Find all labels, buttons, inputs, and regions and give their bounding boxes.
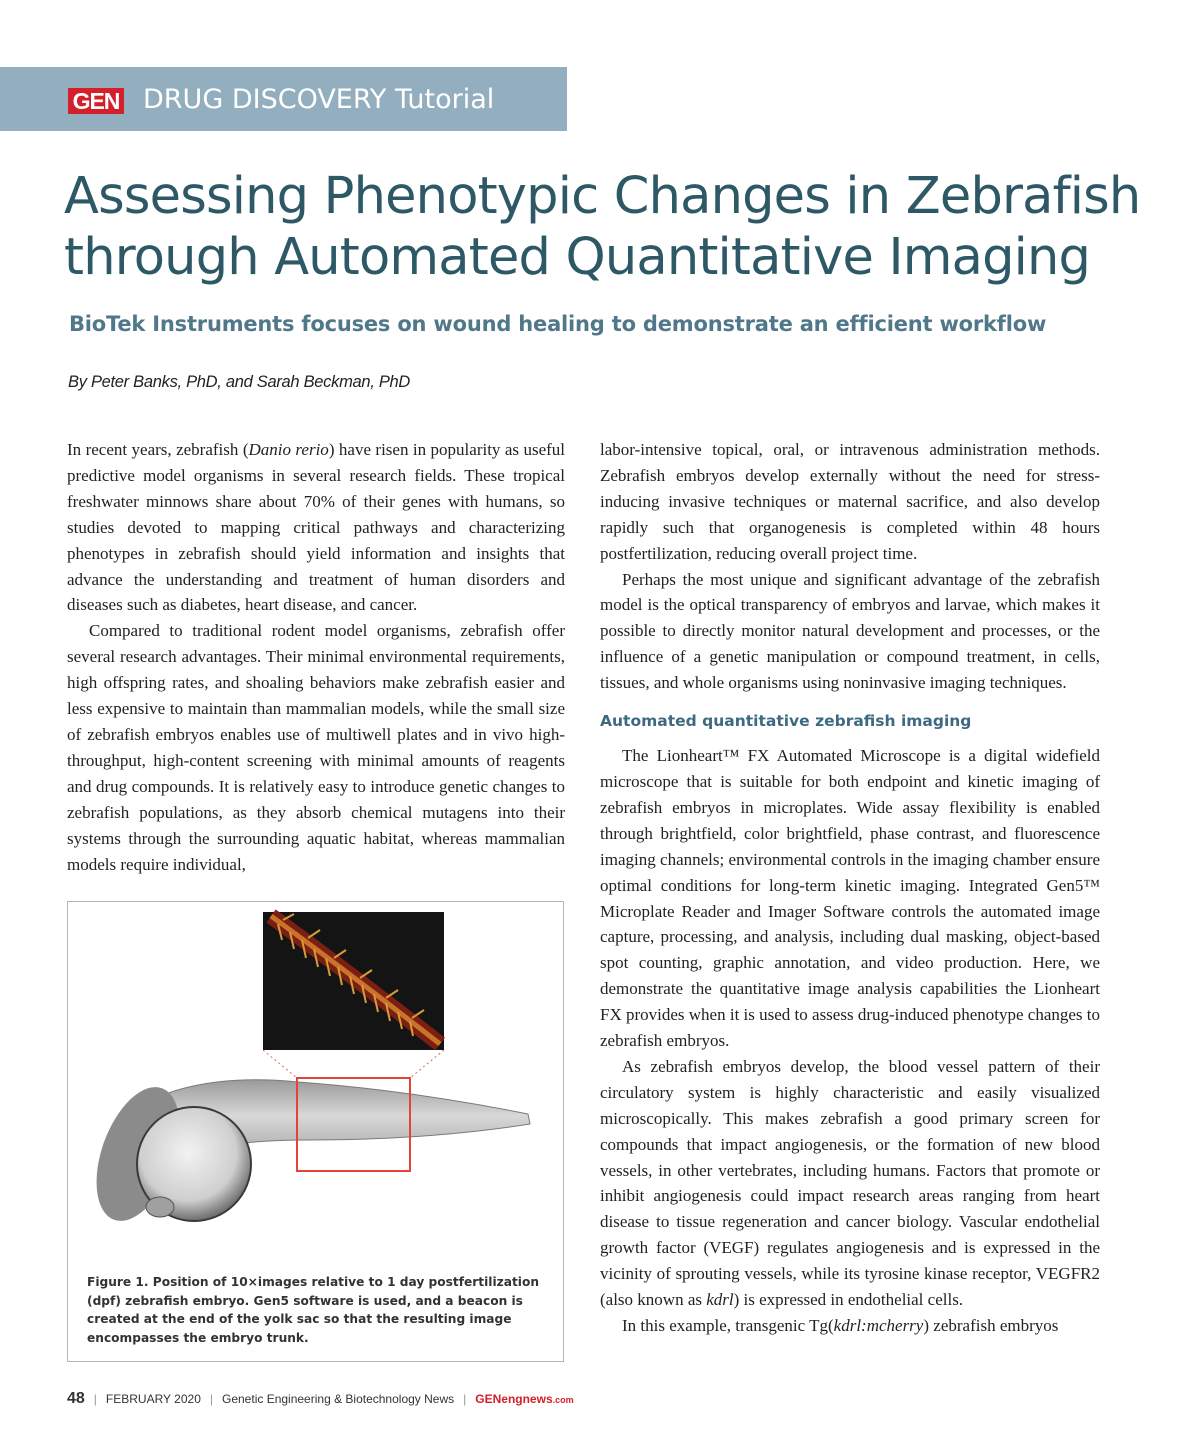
figure-caption: Figure 1. Position of 10×images relative to 1 day postfertilization (dpf) zebrafish embryo. Gen5 software is used, and a beacon is created at the end of the yolk sac so that the resulting image encompasses the embryo trunk. <box>87 1275 540 1345</box>
section-heading: Automated quantitative zebrafish imaging <box>600 712 972 731</box>
paragraph: Perhaps the most unique and significant advantage of the zebrafish model is the optical transparency of embryos and larvae, which makes it possible to directly monitor natural development and processes, or the influence of a genetic manipulation or compound treatment, in cells, tissues, and whole organisms using noninvasive imaging techniques. <box>600 569 1100 693</box>
column-left <box>67 437 565 877</box>
site-link[interactable]: GENengnews.com <box>475 1392 574 1406</box>
connector-line-left <box>263 1050 297 1078</box>
gen-logo: GEN <box>68 88 124 114</box>
paragraph: In this example, transgenic Tg(kdrl:mcherry) zebrafish embryos <box>622 1316 1059 1335</box>
embryo-eye <box>146 1197 174 1217</box>
publication-name: Genetic Engineering & Biotechnology News <box>222 1392 455 1406</box>
article-title <box>64 166 1144 288</box>
title-line-1: Assessing Phenotypic Changes in Zebrafish <box>64 167 1141 226</box>
paragraph: In recent years, zebrafish (Danio rerio) have risen in popularity as useful predictive model organisms in several research fields. These tropical freshwater minnows share about 70% of their genes with humans, so studies devoted to mapping critical pathways and characterizing phenotypes in zebrafish should yield information and insights that advance the understanding and treatment of human disorders and diseases such as diabetes, heart disease, and cancer. <box>67 440 566 615</box>
figure-image <box>68 902 563 1272</box>
title-line-2: through Automated Quantitative Imaging <box>64 228 1091 287</box>
connector-line-right <box>410 1050 444 1078</box>
section-label: DRUG DISCOVERY Tutorial <box>143 84 495 115</box>
paragraph: As zebrafish embryos develop, the blood vessel pattern of their circulatory system is highly characteristic and easily visualized microscopically. This makes zebrafish a good primary screen for compounds that impact angiogenesis, or the formation of new blood vessels, in other vertebrates, including humans. Factors that promote or inhibit angiogenesis could impact research areas ranging from heart disease to tissue regeneration and cancer biology. Vascular endothelial growth factor (VEGF) regulates angiogenesis and is expressed in the vicinity of sprouting vessels, while its tyrosine kinase receptor, VEGFR2 (also known as kdrl) is expressed in endothelial cells. <box>600 1056 1100 1310</box>
paragraph: The Lionheart™ FX Automated Microscope is a digital widefield microscope that is suitable for both endpoint and kinetic imaging of zebrafish embryos in microplates. Wide assay flexibility is enabled through brightfield, color brightfield, phase contrast, and fluorescence imaging channels; environmental controls in the imaging chamber ensure optimal conditions for long-term kinetic imaging. Integrated Gen5™ Microplate Reader and Imager Software controls the automated image capture, processing, and analysis, including dual masking, object-based spot counting, graphic annotation, and video production. Here, we demonstrate the quantitative image analysis capabilities the Lionheart FX provides when it is used to assess drug-induced phenotype changes to zebrafish embryos. <box>600 746 1100 1051</box>
figure-1 <box>67 901 564 1362</box>
byline: By Peter Banks, PhD, and Sarah Beckman, PhD <box>68 373 411 391</box>
page-number: 48 <box>67 1390 85 1407</box>
footer-separator: | <box>463 1392 467 1406</box>
page-footer <box>67 1390 574 1409</box>
paragraph: labor-intensive topical, oral, or intravenous administration methods. Zebrafish embryos develop externally without the need for stress-inducing invasive techniques or maternal sacrifice, and also develop rapidly such that organogenesis is completed within 48 hours postfertilization, reducing overall project time. <box>600 440 1100 563</box>
footer-separator: | <box>93 1392 97 1406</box>
issue-date: FEBRUARY 2020 <box>105 1392 201 1406</box>
footer-separator: | <box>209 1392 213 1406</box>
article-subtitle: BioTek Instruments focuses on wound healing to demonstrate an efficient workflow <box>69 312 1047 336</box>
column-right <box>600 437 1100 1339</box>
paragraph: Compared to traditional rodent model organisms, zebrafish offer several research advantages. Their minimal environmental requirements, high offspring rates, and shoaling behaviors make zebrafish easier and less expensive to maintain than mammalian models, while the small size of zebrafish embryos enables use of multiwell plates and in vivo high-throughput, high-content screening with minimal amounts of reagents and drug compounds. It is relatively easy to introduce genetic changes to zebrafish populations, as they absorb chemical mutagens into their systems through the surrounding aquatic habitat, whereas mammalian models require individual, <box>67 621 565 874</box>
